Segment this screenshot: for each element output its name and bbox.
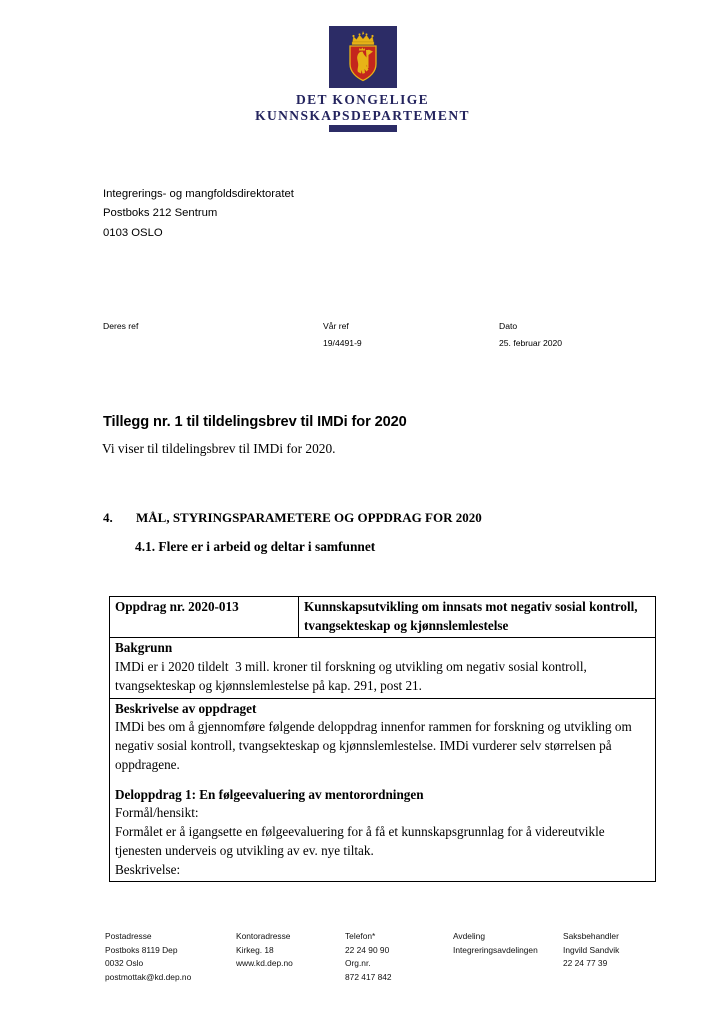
footer-column-telefon (345, 930, 392, 984)
section-heading-4 (103, 510, 643, 526)
assignment-table (109, 596, 656, 882)
dato-label: Dato (499, 321, 518, 331)
recipient-line-1: Integrerings- og mangfoldsdirektoratet (103, 188, 294, 200)
beskrivelse-label: Beskrivelse av oppdraget (115, 700, 257, 716)
recipient-address (103, 185, 294, 243)
footer-col3-line3: 872 417 842 (345, 971, 392, 982)
bakgrunn-label: Bakgrunn (115, 640, 173, 656)
intro-paragraph: Vi viser til tildelingsbrev til IMDi for 2020. (102, 441, 336, 456)
beskrivelse-cell (110, 698, 656, 882)
table-row-header (110, 597, 656, 638)
bakgrunn-cell (110, 638, 656, 698)
section-number: 4. (103, 510, 113, 525)
department-name (0, 92, 725, 124)
subsection-heading-4-1: 4.1. Flere er i arbeid og deltar i samfunnet (135, 539, 376, 554)
footer-col5-line1: Ingvild Sandvik (563, 944, 620, 955)
formal-text: Formålet er å igangsette en følgeevaluering for å få et kunnskapsgrunnlag for å videreutvikle tjenesten underveis og utvikling av ev. nye tiltak. (115, 824, 605, 858)
deloppdrag-label: Deloppdrag 1: En følgeevaluering av mentorordningen (115, 786, 424, 802)
letterhead (0, 26, 725, 132)
footer-col2-line1: Kirkeg. 18 (236, 944, 274, 955)
cell-spacer (115, 775, 651, 786)
beskrivelse-text: IMDi bes om å gjennomføre følgende deloppdrag innenfor rammen for forskning og utvikling om negativ sosial kontroll, tvangsekteskap og kjønnslemlestelse. IMDi vurderer selv størrelsen på oppdragene. (115, 719, 632, 772)
footer-col3-line1: 22 24 90 90 (345, 944, 390, 955)
footer-col3-heading: Telefon* (345, 931, 376, 941)
footer-col1-email[interactable]: postmottak@kd.dep.no (105, 971, 192, 982)
page-title: Tillegg nr. 1 til tildelingsbrev til IMDi for 2020 (103, 414, 407, 430)
coat-of-arms-artwork (329, 26, 397, 88)
deres-ref-label: Deres ref (103, 321, 139, 331)
norwegian-coat-of-arms-icon (329, 26, 397, 88)
letterhead-underline-bar (329, 125, 397, 132)
department-name-line1: DET KONGELIGE (295, 92, 430, 107)
footer-col3-line2: Org.nr. (345, 958, 371, 969)
dato-value: 25. februar 2020 (499, 337, 563, 348)
deres-ref-column (103, 318, 138, 335)
footer-col1-line1: Postboks 8119 Dep (105, 944, 178, 955)
bakgrunn-text: IMDi er i 2020 tildelt 3 mill. kroner til forskning og utvikling om negativ sosial kontroll, tvangsekteskap og kjønnslemlestelse på kap. 291, post 21. (115, 659, 591, 693)
assignment-title-cell: Kunnskapsutvikling om innsats mot negativ sosial kontroll, tvangsekteskap og kjønnslemlestelse (299, 597, 656, 638)
assignment-number-cell: Oppdrag nr. 2020-013 (110, 597, 299, 638)
beskrivelse2-label: Beskrivelse: (115, 861, 181, 877)
table-row-beskrivelse (110, 698, 656, 882)
footer-col5-heading: Saksbehandler (563, 931, 619, 941)
table-row-bakgrunn (110, 638, 656, 698)
footer-col4-line1: Integreringsavdelingen (453, 944, 538, 955)
footer-column-saksbehandler (563, 930, 619, 971)
formal-label: Formål/hensikt: (115, 805, 199, 821)
var-ref-column (323, 318, 362, 352)
footer-column-kontoradresse (236, 930, 293, 971)
footer-col2-heading: Kontoradresse (236, 931, 291, 941)
footer-column-postadresse (105, 930, 191, 984)
var-ref-value: 19/4491-9 (323, 337, 362, 348)
var-ref-label: Vår ref (323, 321, 349, 331)
footer-col5-line2: 22 24 77 39 (563, 958, 608, 969)
recipient-line-3: 0103 OSLO (103, 226, 163, 239)
footer-col1-heading: Postadresse (105, 931, 152, 941)
footer-col1-line2: 0032 Oslo (105, 958, 144, 969)
footer-column-avdeling (453, 930, 538, 957)
department-name-line2: KUNNSKAPSDEPARTEMENT (255, 107, 470, 123)
section-title: MÅL, STYRINGSPARAMETERE OG OPPDRAG FOR 2020 (136, 510, 482, 525)
recipient-line-2: Postboks 212 Sentrum (103, 207, 218, 220)
dato-column (499, 318, 562, 352)
footer-col4-heading: Avdeling (453, 931, 485, 941)
footer-col2-website[interactable]: www.kd.dep.no (236, 958, 293, 969)
